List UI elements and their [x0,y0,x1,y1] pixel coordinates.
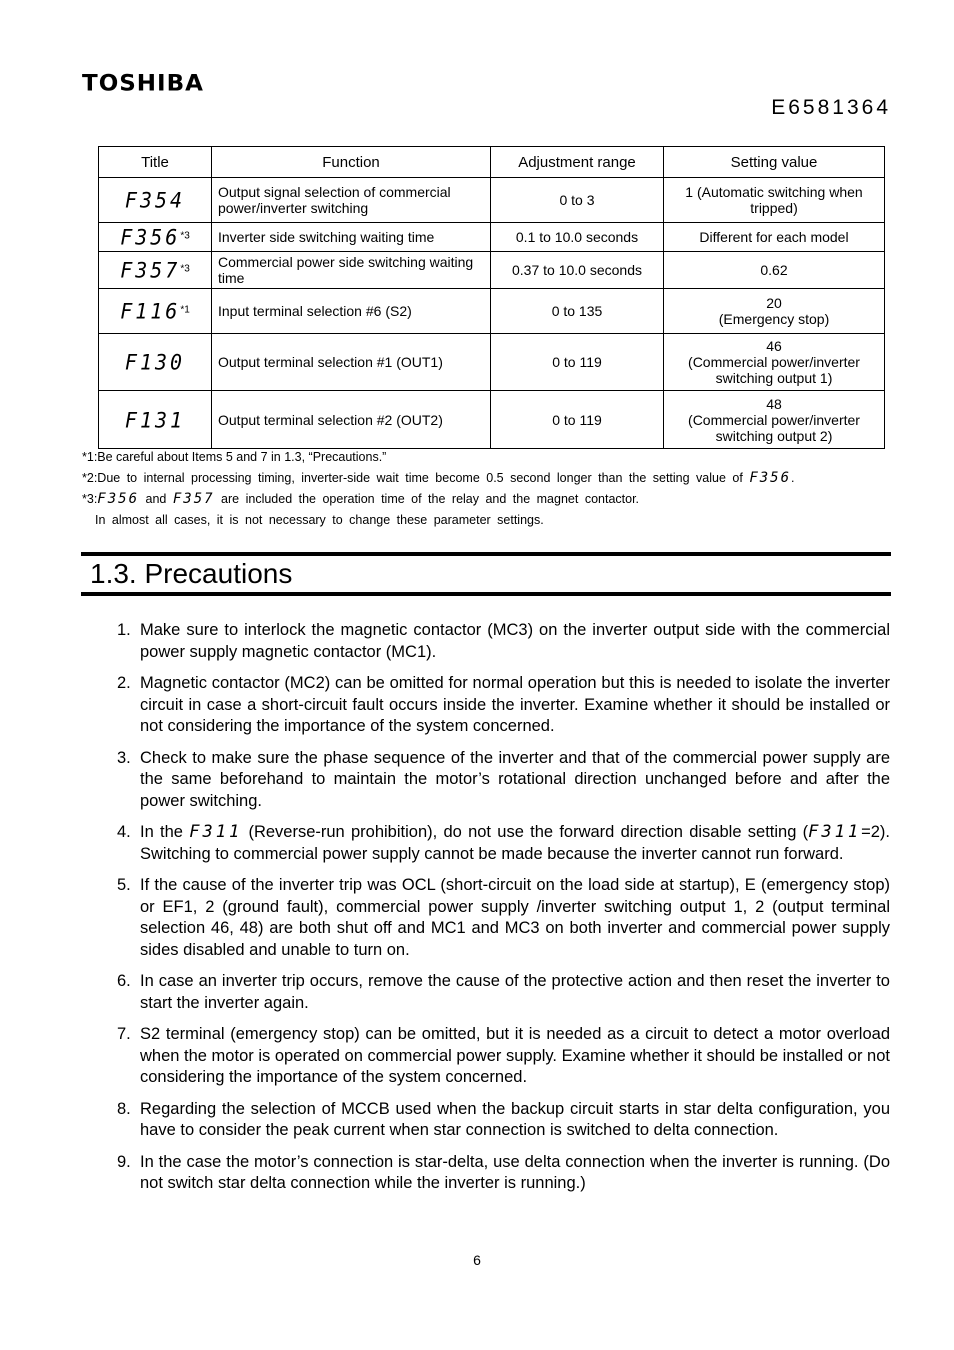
parameter-code: F130 [124,349,186,375]
parameter-code: F131 [124,406,186,433]
item-text: Check to make sure the phase sequence of the inverter and that of the commercial power supply are the same beforehand to maintain the motor’s rotational direction unchanged before and after the power switching. [140,748,890,810]
parameter-range: 0 to 119 [491,391,664,449]
note-1: *1:Be careful about Items 5 and 7 in 1.3, “Precautions.” [82,450,387,464]
header-setting-value: Setting value [664,147,885,178]
table-row [99,178,885,223]
list-item [108,1024,890,1089]
parameter-value [664,334,885,391]
list-item [108,1099,890,1142]
parameter-title [99,289,212,334]
item-text: Regarding the selection of MCCB used when the backup circuit starts in star delta configuration, you have to consider the peak current when star connection is switched to delta connection. [140,1099,890,1139]
footnote-ref: *3 [180,230,190,242]
parameter-code: F311 [189,822,243,842]
parameter-code: F356 [749,470,792,486]
parameter-function: Output terminal selection #1 (OUT1) [212,334,491,391]
note-3 [82,489,890,510]
item-number: 3. [117,748,131,767]
parameter-title [99,334,212,391]
section-rule-bottom [81,592,891,596]
table-row [99,252,885,289]
note-2-text: *2:Due to internal processing timing, inverter-side wait time become 0.5 second longer than the setting value of [82,471,743,485]
page-number: 6 [473,1252,481,1268]
item-text: (Reverse-run prohibition), do not use the forward direction disable setting ( [248,823,809,841]
header-adjustment-range: Adjustment range [491,147,664,178]
parameter-code: F354 [124,187,186,213]
parameter-table [98,146,885,449]
item-text: In the [140,823,183,841]
parameter-title [99,391,212,449]
parameter-range: 0 to 119 [491,334,664,391]
parameter-code: F357 [120,257,181,283]
footnote-ref: *3 [180,263,190,275]
parameter-range: 0 to 3 [491,178,664,223]
value-number: 48 [766,395,782,412]
note-4: In almost all cases, it is not necessary to change these parameter settings. [95,513,544,527]
item-number: 7. [117,1025,131,1043]
note-2-end: . [791,471,795,485]
parameter-function: Inverter side switching waiting time [212,223,491,252]
item-number: 5. [117,876,131,894]
parameter-code: F311 [808,822,862,842]
parameter-code: F357 [172,491,215,507]
parameter-function: Commercial power side switching waiting time [212,252,491,289]
parameter-function: Output terminal selection #2 (OUT2) [212,391,491,449]
parameter-title [99,223,212,252]
precautions-list [108,620,890,1205]
section-title: 1.3. Precautions [90,558,293,589]
parameter-function: Output signal selection of commercial power/inverter switching [212,178,491,223]
document-number: E6581364 [771,96,891,119]
item-text: Magnetic contactor (MC2) can be omitted for normal operation but this is needed to isolate the inverter circuit in case a short-circuit fault occurs inside the inverter. Examine whether it should be installed or not considering the importance of the system concerned. [140,674,890,735]
parameter-range: 0.1 to 10.0 seconds [491,223,664,252]
item-number: 2. [117,674,131,692]
item-text: Make sure to interlock the magnetic contactor (MC3) on the inverter output side with the commercial power supply magnetic contactor (MC1). [140,621,890,661]
list-item [108,620,890,663]
list-item [108,748,890,813]
value-description: (Commercial power/inverter switching output 2) [688,411,860,444]
parameter-value [664,391,885,449]
value-description: (Emergency stop) [718,311,830,327]
item-number: 6. [117,972,131,990]
table-row [99,289,885,334]
note-3-text: are included the operation time of the relay and the magnet contactor. [221,492,640,506]
toshiba-logo: TOSHIBA [82,71,204,97]
parameter-range: 0.37 to 10.0 seconds [491,252,664,289]
table-row [99,391,885,449]
parameter-value: 1 (Automatic switching when tripped) [664,178,885,223]
item-number: 1. [117,621,131,639]
parameter-value [664,289,885,334]
list-item [108,971,890,1014]
list-item [108,673,890,738]
list-item [108,822,890,865]
item-number: 8. [117,1099,131,1118]
item-number: 4. [117,823,131,841]
parameter-title [99,252,212,289]
item-text: S2 terminal (emergency stop) can be omitted, but it is needed as a circuit to detect a motor overload when the motor is operated on commercial power supply. Examine whether it should be installed or not considering the importance of the system concerned. [140,1025,890,1086]
parameter-value: Different for each model [664,223,885,252]
header-title: Title [99,147,212,178]
value-number: 46 [766,338,782,354]
item-text: In the case the motor’s connection is star-delta, use delta connection when the inverter is running. (Do not switch star delta connection while the inverter is running.) [140,1152,890,1192]
item-text: =2). Switching to commercial power supply cannot be made because the inverter cannot run forward. [140,823,890,863]
note-2 [82,468,890,489]
list-item [108,1152,890,1195]
parameter-function: Input terminal selection #6 (S2) [212,289,491,334]
note-3-label: *3: [82,492,98,506]
header-function: Function [212,147,491,178]
table-row [99,223,885,252]
item-text: If the cause of the inverter trip was OCL (short-circuit on the load side at startup), E (emergency stop) or EF1, 2 (ground fault), commercial power supply /inverter switching output 1, 2 (output terminal selection 46, 48) are both shut off and MC1 and MC3 on both inverter and commercial power supply sides disabled and unable to turn on. [140,876,890,959]
parameter-code: F356 [97,491,140,507]
parameter-code: F116 [120,298,181,324]
table-notes [82,447,890,531]
item-text: In case an inverter trip occurs, remove the cause of the protective action and then reset the inverter to start the inverter again. [140,972,890,1012]
list-item [108,875,890,961]
table-row [99,334,885,391]
value-description: (Commercial power/inverter switching output 1) [688,354,860,386]
parameter-title [99,178,212,223]
parameter-code: F356 [120,224,181,250]
table-header-row [99,147,885,178]
footnote-ref: *1 [180,304,190,316]
item-number: 9. [117,1152,131,1171]
note-3-and: and [145,492,167,506]
parameter-range: 0 to 135 [491,289,664,334]
value-number: 20 [766,295,782,311]
parameter-value: 0.62 [664,252,885,289]
